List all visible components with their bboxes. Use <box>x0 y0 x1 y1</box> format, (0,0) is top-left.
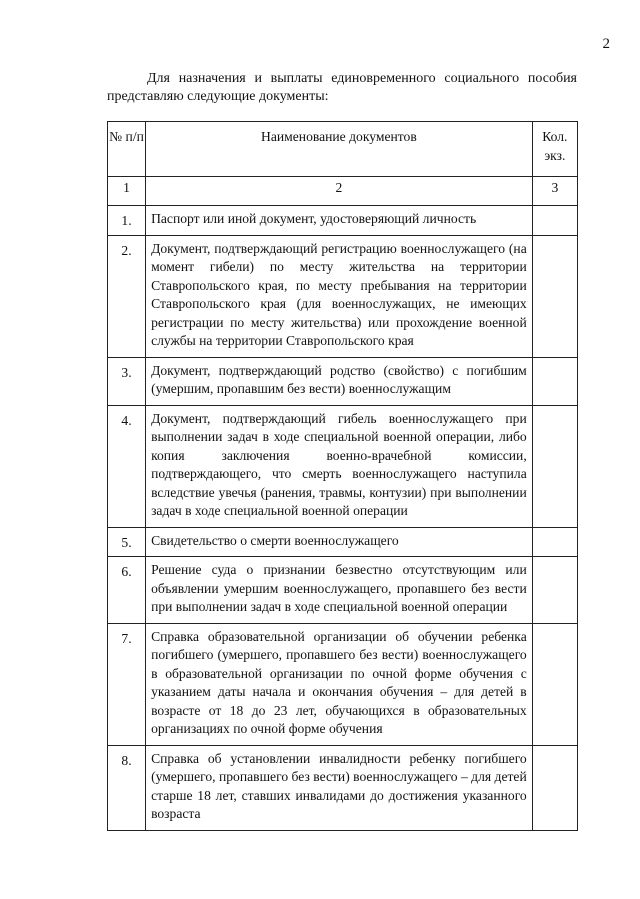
row-number: 6. <box>108 557 146 624</box>
copies-count <box>532 405 577 527</box>
copies-count <box>532 527 577 557</box>
column-number-3: 3 <box>532 177 577 206</box>
column-number-2: 2 <box>146 177 533 206</box>
copies-count <box>532 557 577 624</box>
table-row <box>108 745 578 830</box>
document-name: Решение суда о признании безвестно отсутствующим или объявлении умершим военнослужащего, пропавшего без вести при выполнении задач в ходе специальной военной операции <box>146 557 533 624</box>
column-number-1: 1 <box>108 177 146 206</box>
row-number: 8. <box>108 745 146 830</box>
row-number: 5. <box>108 527 146 557</box>
table-row <box>108 623 578 745</box>
row-number: 2. <box>108 235 146 357</box>
document-name: Документ, подтверждающий регистрацию военнослужащего (на момент гибели) по месту жительства на территории Ставропольского края, по месту пребывания на территории Ставропольского края (для военнослужащих, не имеющих регистрации по месту жительства) или прохождение военной службы на территории Ставропольского края <box>146 235 533 357</box>
row-number: 3. <box>108 357 146 405</box>
table-row <box>108 235 578 357</box>
table-row <box>108 527 578 557</box>
intro-line-1: Для назначения и выплаты единовременного социального пособия <box>147 71 577 86</box>
row-number: 7. <box>108 623 146 745</box>
header-name: Наименование документов <box>146 122 533 177</box>
copies-count <box>532 745 577 830</box>
intro-line-2: представляю следующие документы: <box>107 89 329 104</box>
document-name: Документ, подтверждающий родство (свойство) с погибшим (умершим, пропавшим без вести) военнослужащим <box>146 357 533 405</box>
table-row <box>108 557 578 624</box>
document-name: Документ, подтверждающий гибель военнослужащего при выполнении задач в ходе специальной военной операции, либо копия заключения военно-врачебной комиссии, подтверждающего, что смерть военнослужащего наступила вследствие увечья (ранения, травмы, контузии) при выполнении задач в ходе специальной военной операции <box>146 405 533 527</box>
copies-count <box>532 623 577 745</box>
intro-paragraph <box>107 70 577 106</box>
document-name: Справка образовательной организации об обучении ребенка погибшего (умершего, пропавшего без вести) военнослужащего в образовательной организации по очной форме обучения с указанием даты начала и окончания обучения – для детей в возрасте от 18 до 23 лет, обучающихся в образовательных организациях по очной форме обучения <box>146 623 533 745</box>
column-numbers-row <box>108 177 578 206</box>
copies-count <box>532 357 577 405</box>
table-row <box>108 357 578 405</box>
copies-count <box>532 235 577 357</box>
copies-count <box>532 206 577 236</box>
table-row <box>108 206 578 236</box>
table-row <box>108 405 578 527</box>
page-number: 2 <box>602 36 610 52</box>
row-number: 1. <box>108 206 146 236</box>
header-qty: Кол. экз. <box>532 122 577 177</box>
document-name: Свидетельство о смерти военнослужащего <box>146 527 533 557</box>
row-number: 4. <box>108 405 146 527</box>
document-name: Паспорт или иной документ, удостоверяющий личность <box>146 206 533 236</box>
document-name: Справка об установлении инвалидности ребенку погибшего (умершего, пропавшего без вести) военнослужащего – для детей старше 18 лет, ставших инвалидами до достижения указанного возраста <box>146 745 533 830</box>
documents-table <box>107 121 578 831</box>
table-header-row <box>108 122 578 177</box>
header-num: № п/п <box>108 122 146 177</box>
